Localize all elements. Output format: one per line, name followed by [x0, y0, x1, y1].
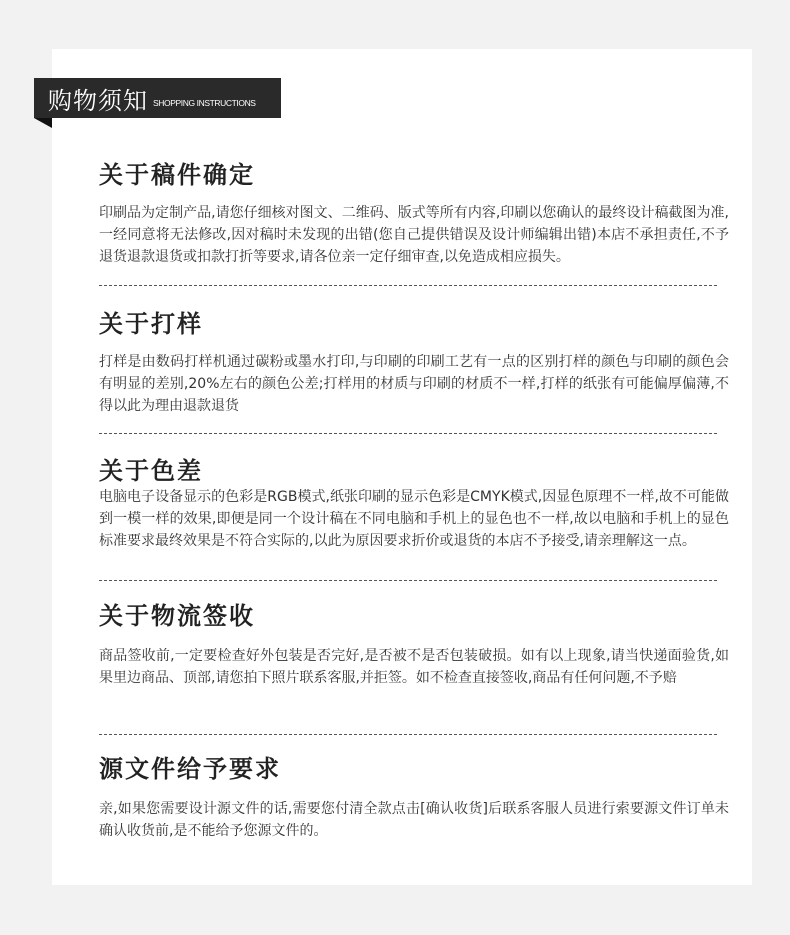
banner-title: 购物须知 [48, 86, 148, 115]
section-heading: 关于稿件确定 [99, 161, 255, 189]
banner-fold-corner [34, 118, 52, 128]
section-body: 打样是由数码打样机通过碳粉或墨水打印,与印刷的印刷工艺有一点的区别打样的颜色与印刷的颜色会有明显的差别,20%左右的颜色公差;打样用的材质与印刷的材质不一样,打样的纸张有可能偏厚偏薄,不得以此为理由退款退货 [99, 354, 729, 414]
banner-subtitle: SHOPPING INSTRUCTIONS [153, 98, 256, 108]
section-divider [99, 734, 717, 735]
section-body: 电脑电子设备显示的色彩是RGB模式,纸张印刷的显示色彩是CMYK模式,因显色原理不一样,故不可能做到一模一样的效果,即便是同一个设计稿在不同电脑和手机上的显色也不一样,故以电脑和手机上的显色标准要求最终效果是不符合实际的,以此为原因要求折价或退货的本店不予接受,请亲理解这一点。 [99, 489, 729, 549]
section-proofing [99, 309, 729, 417]
section-divider [99, 285, 717, 286]
section-heading: 关于色差 [99, 457, 203, 485]
section-divider [99, 433, 717, 434]
section-heading: 关于物流签收 [99, 602, 255, 630]
section-source-files [99, 754, 729, 842]
section-heading: 关于打样 [99, 310, 203, 338]
section-manuscript-confirm [99, 160, 729, 268]
section-body: 亲,如果您需要设计源文件的话,需要您付清全款点击[确认收货]后联系客服人员进行索要源文件订单未确认收货前,是不能给予您源文件的。 [99, 801, 729, 839]
section-logistics-receipt [99, 601, 729, 689]
section-banner [34, 78, 281, 118]
section-color-difference [99, 456, 729, 552]
section-divider [99, 580, 717, 581]
section-body: 印刷品为定制产品,请您仔细核对图文、二维码、版式等所有内容,印刷以您确认的最终设计稿截图为准,一经同意将无法修改,因对稿时未发现的出错(您自己提供错误及设计师编辑出错)本店不承担责任,不予退货退款退货或扣款打折等要求,请各位亲一定仔细审查,以免造成相应损失。 [99, 205, 729, 265]
section-body: 商品签收前,一定要检查好外包装是否完好,是否被不是否包装破损。如有以上现象,请当快递面验货,如果里边商品、顶部,请您拍下照片联系客服,并拒签。如不检查直接签收,商品有任何问题,不予赔 [99, 648, 729, 686]
section-heading: 源文件给予要求 [99, 755, 281, 783]
